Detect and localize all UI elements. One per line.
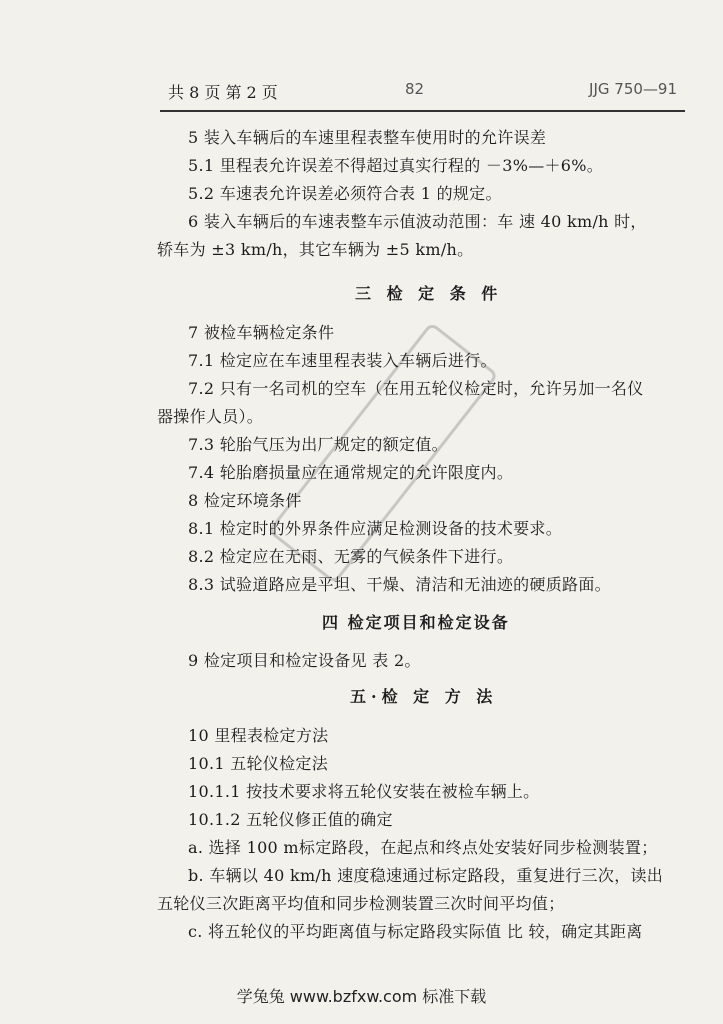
text-line: c. 将五轮仪的平均距离值与标定路段实际值 比 较，确定其距离 [188,922,643,941]
text-line: 8.1 检定时的外界条件应满足检测设备的技术要求。 [188,519,563,538]
section-heading: 五·检 定 方 法 [350,687,498,706]
text-line: 器操作人员）。 [157,407,264,426]
text-line: 6 装入车辆后的车速表整车示值波动范围：车 速 40 km/h 时， [188,212,647,231]
text-line: 7.2 只有一名司机的空车（在用五轮仪检定时，允许另加一名仪 [188,379,644,398]
text-line: 8.3 试验道路应是平坦、干燥、清洁和无油迹的硬质路面。 [188,575,611,594]
header-page-number: 82 [405,80,425,98]
section-heading: 三 检 定 条 件 [355,284,503,303]
header-page-count: 共 8 页 第 2 页 [168,83,278,102]
text-line: 5 装入车辆后的车速里程表整车使用时的允许误差 [188,128,547,147]
text-line: 五轮仪三次距离平均值和同步检测装置三次时间平均值； [157,894,565,913]
text-line: 10 里程表检定方法 [188,726,329,745]
text-line: 5.2 车速表允许误差必须符合表 1 的规定。 [188,184,502,203]
text-line: 10.1.2 五轮仪修正值的确定 [188,810,393,829]
text-line: 10.1 五轮仪检定法 [188,754,329,773]
header-standard-code: JJG 750—91 [589,80,677,98]
text-line: 5.1 里程表允许误差不得超过真实行程的 －3%—＋6%。 [188,156,604,175]
text-line: a. 选择 100 m标定路段，在起点和终点处安装好同步检测装置； [188,838,658,857]
text-line: 7 被检车辆检定条件 [188,323,335,342]
section-heading: 四 检定项目和检定设备 [322,613,510,632]
download-footer: 学兔兔 www.bzfxw.com 标准下载 [236,987,487,1006]
text-line: 8 检定环境条件 [188,491,302,510]
text-line: 10.1.1 按技术要求将五轮仪安装在被检车辆上。 [188,782,540,801]
text-line: 9 检定项目和检定设备见 表 2。 [188,651,421,670]
text-line: 7.4 轮胎磨损量应在通常规定的允许限度内。 [188,463,514,482]
page-header [160,80,685,112]
text-line: 7.1 检定应在车速里程表装入车辆后进行。 [188,351,497,370]
text-line: 7.3 轮胎气压为出厂规定的额定值。 [188,435,448,454]
text-line: 轿车为 ±3 km/h，其它车辆为 ±5 km/h。 [157,240,474,259]
text-line: b. 车辆以 40 km/h 速度稳速通过标定路段，重复进行三次，读出 [188,866,664,885]
text-line: 8.2 检定应在无雨、无雾的气候条件下进行。 [188,547,514,566]
